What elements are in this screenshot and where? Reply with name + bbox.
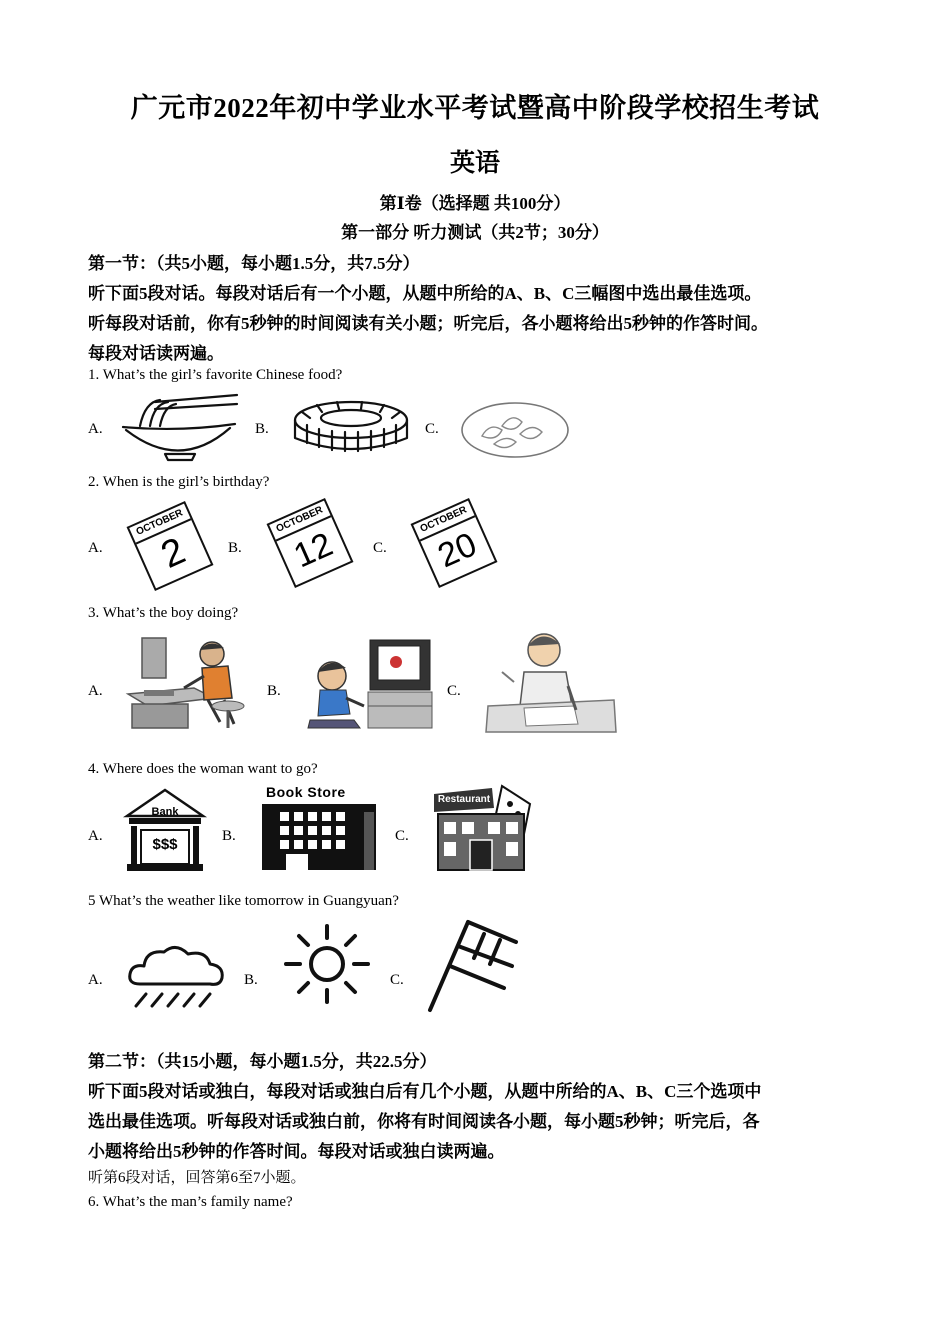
question-5: 5 What’s the weather like tomorrow in Guangyuan? <box>88 893 399 909</box>
section2-instruction: 小题将给出5秒钟的作答时间。每段对话或独白读两遍。 <box>88 1142 505 1161</box>
option-label-a: A. <box>88 828 103 844</box>
question-3: 3. What’s the boy doing? <box>88 605 239 621</box>
section1-heading: 第一节：（共5小题，每小题1.5分，共7.5分） <box>88 254 420 273</box>
restaurant-building-icon <box>432 784 534 872</box>
mooncake-icon <box>292 398 410 460</box>
calendar-day: 20 <box>432 525 483 576</box>
option-label-a: A. <box>88 683 103 699</box>
question-6: 6. What’s the man’s family name? <box>88 1194 293 1210</box>
option-label-a: A. <box>88 972 103 988</box>
part-heading: 第一部分 听力测试（共2节；30分） <box>341 223 609 242</box>
option-label-b: B. <box>228 540 242 556</box>
calendar-day: 12 <box>288 525 339 576</box>
option-label-b: B. <box>267 683 281 699</box>
bank-sign: Bank <box>151 806 179 818</box>
calendar-option-b <box>266 500 352 586</box>
option-label-c: C. <box>425 421 439 437</box>
option-label-a: A. <box>88 421 103 437</box>
wind-flag-icon <box>424 918 520 1014</box>
section2-instruction: 选出最佳选项。听每段对话或独白前，你将有时间阅读各小题，每小题5秒钟；听完后，各 <box>88 1112 760 1131</box>
dumplings-plate-icon <box>460 400 570 460</box>
restaurant-sign: Restaurant <box>437 794 491 805</box>
option-label-b: B. <box>222 828 236 844</box>
calendar-month: OCTOBER <box>129 504 191 545</box>
option-label-c: C. <box>395 828 409 844</box>
noodles-bowl-icon <box>120 392 240 462</box>
question-1: 1. What’s the girl’s favorite Chinese food? <box>88 367 343 383</box>
volume-heading: 第Ⅰ卷（选择题 共100分） <box>379 194 571 213</box>
question-4: 4. Where does the woman want to go? <box>88 761 318 777</box>
option-label-a: A. <box>88 540 103 556</box>
section2-note: 听第6段对话，回答第6至7小题。 <box>88 1170 306 1186</box>
calendar-month: OCTOBER <box>269 501 331 542</box>
option-label-c: C. <box>447 683 461 699</box>
question-2: 2. When is the girl’s birthday? <box>88 474 270 490</box>
book-store-building-icon <box>260 784 378 874</box>
dollar-symbols: $$$ <box>152 836 178 853</box>
option-label-b: B. <box>244 972 258 988</box>
rain-cloud-icon <box>126 944 228 1014</box>
option-label-b: B. <box>255 421 269 437</box>
calendar-option-a <box>126 503 212 589</box>
option-label-c: C. <box>390 972 404 988</box>
boy-drawing-icon <box>484 628 619 734</box>
section1-instruction: 每段对话读两遍。 <box>88 344 224 363</box>
calendar-day: 2 <box>155 529 192 577</box>
option-label-c: C. <box>373 540 387 556</box>
subject-title: 英语 <box>449 150 500 177</box>
sun-icon <box>282 924 372 1004</box>
boy-watching-tv-icon <box>300 636 435 732</box>
section1-instruction: 听每段对话前，你有5秒钟的时间阅读有关小题；听完后，各小题将给出5秒钟的作答时间。 <box>88 314 768 333</box>
exam-title: 广元市2022年初中学业水平考试暨高中阶段学校招生考试 <box>130 93 820 123</box>
calendar-option-c <box>410 500 496 586</box>
bank-building-icon <box>125 788 205 872</box>
section1-instruction: 听下面5段对话。每段对话后有一个小题，从题中所给的A、B、C三幅图中选出最佳选项。 <box>88 284 762 303</box>
section2-instruction: 听下面5段对话或独白，每段对话或独白后有几个小题，从题中所给的A、B、C三个选项中 <box>88 1082 762 1101</box>
boy-at-computer-icon <box>124 632 252 732</box>
calendar-month: OCTOBER <box>413 501 475 542</box>
book-store-sign: Book Store <box>266 784 346 800</box>
section2-heading: 第二节：（共15小题，每小题1.5分，共22.5分） <box>88 1052 437 1071</box>
